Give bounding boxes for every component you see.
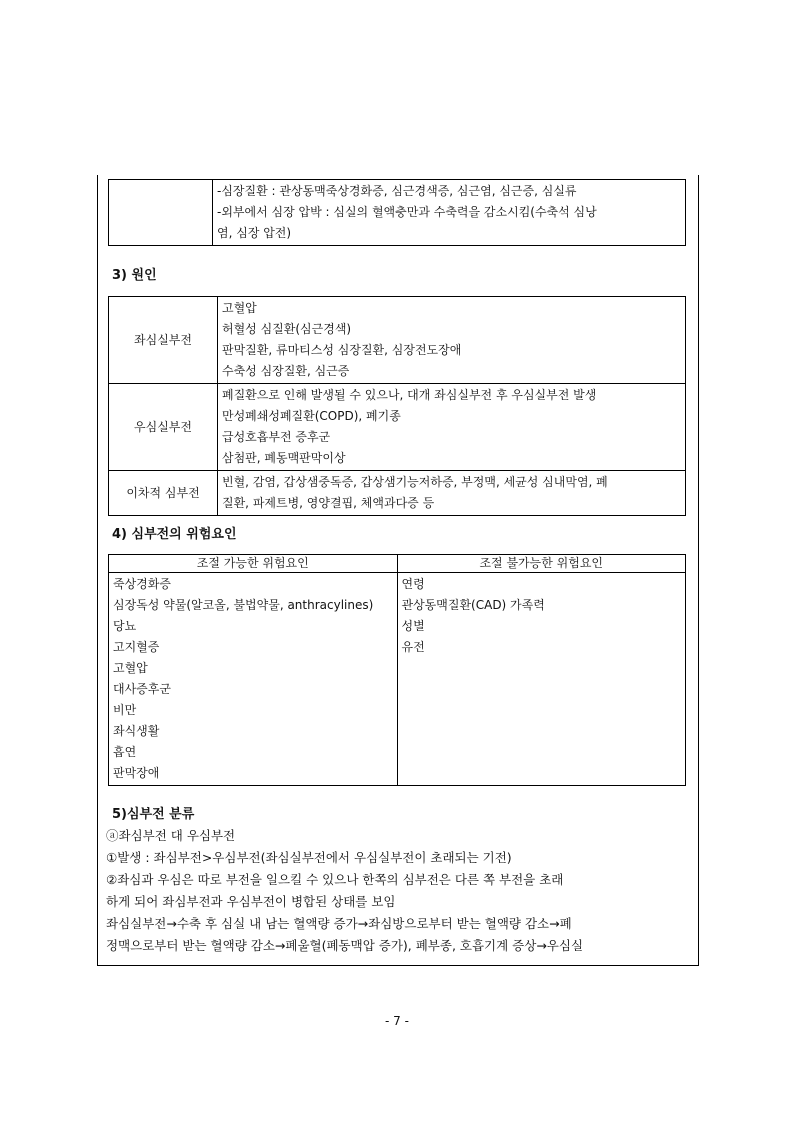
top-table-line: -심장질환 : 관상동맥죽상경화증, 심근경색증, 심근염, 심근증, 심실류: [217, 184, 577, 198]
list-item: 고지혈증: [113, 640, 160, 654]
table-row: [109, 384, 686, 471]
paragraph-line: 좌심실부전→수축 후 심실 내 남는 혈액량 증가→좌심방으로부터 받는 혈액량 감소→폐: [106, 916, 572, 931]
column-header: 조절 불가능한 위험요인: [397, 555, 686, 573]
section3-heading: 3) 원인: [112, 268, 157, 283]
page-number: - 7 -: [385, 1014, 409, 1028]
top-table-content: [213, 180, 686, 246]
top-table-line: 염, 심장 압전): [217, 226, 292, 240]
list-item: 수축성 심장질환, 심근증: [222, 364, 350, 378]
list-item: 심장독성 약물(알코올, 불법약물, anthracylines): [113, 598, 374, 612]
section4-heading: 4) 심부전의 위험요인: [112, 527, 237, 542]
list-item: 성별: [401, 619, 425, 633]
paragraph-line: ①발생 : 좌심부전>우심부전(좌심실부전에서 우심실부전이 초래되는 기전): [106, 850, 512, 865]
list-item: 허혈성 심질환(심근경색): [222, 322, 352, 336]
top-table: [108, 179, 686, 246]
section5-heading: 5)심부전 분류: [112, 807, 195, 822]
table-header-row: [109, 555, 686, 573]
list-item: 질환, 파제트병, 영양결핍, 체액과다증 등: [222, 496, 435, 510]
cause-category: 이차적 심부전: [109, 471, 218, 516]
table-row: [109, 573, 686, 786]
list-item: 관상동맥질환(CAD) 가족력: [401, 598, 545, 612]
list-item: 급성호흡부전 증후군: [222, 430, 331, 444]
list-item: 삼첨판, 폐동맥판막이상: [222, 451, 346, 465]
list-item: 당뇨: [113, 619, 137, 633]
paragraph-line: 정맥으로부터 받는 혈액량 감소→폐울혈(폐동맥압 증가), 폐부종, 호흡기계 증상→우심실: [106, 938, 584, 953]
table-row: [109, 471, 686, 516]
list-item: 연령: [401, 577, 425, 591]
cause-category: 좌심실부전: [109, 297, 218, 384]
list-item: 고혈압: [113, 661, 148, 675]
paragraph-line: 하게 되어 좌심부전과 우심부전이 병합된 상태를 보임: [106, 894, 396, 909]
cause-table: [108, 296, 686, 516]
top-table-empty-cell: [109, 180, 213, 246]
cause-category: 우심실부전: [109, 384, 218, 471]
list-item: 유전: [401, 640, 425, 654]
paragraph-line: ⓐ좌심부전 대 우심부전: [106, 828, 236, 843]
modifiable-risk-list: [109, 573, 398, 786]
paragraph-line: ②좌심과 우심은 따로 부전을 일으킬 수 있으나 한쪽의 심부전은 다른 쪽 부전을 초래: [106, 872, 564, 887]
non-modifiable-risk-list: [397, 573, 686, 786]
column-header: 조절 가능한 위험요인: [109, 555, 398, 573]
top-table-line: -외부에서 심장 압박 : 심실의 혈액충만과 수축력을 감소시킴(수축석 심낭: [217, 205, 597, 219]
list-item: 폐질환으로 인해 발생될 수 있으나, 대개 좌심실부전 후 우심실부전 발생: [222, 388, 597, 402]
list-item: 비만: [113, 703, 137, 717]
section5-body: [106, 825, 690, 957]
table-row: [109, 297, 686, 384]
list-item: 빈혈, 감염, 갑상샘중독증, 갑상샘기능저하증, 부정맥, 세균성 심내막염, 폐: [222, 475, 608, 489]
risk-factor-table: [108, 554, 686, 786]
list-item: 흡연: [113, 745, 137, 759]
list-item: 고혈압: [222, 301, 257, 315]
list-item: 죽상경화증: [113, 577, 171, 591]
cause-items: [218, 471, 686, 516]
list-item: 대사증후군: [113, 682, 171, 696]
list-item: 만성폐쇄성폐질환(COPD), 폐기종: [222, 409, 401, 423]
cause-items: [218, 297, 686, 384]
list-item: 판막장애: [113, 766, 160, 780]
list-item: 판막질환, 류마티스성 심장질환, 심장전도장애: [222, 343, 462, 357]
list-item: 좌식생활: [113, 724, 160, 738]
cause-items: [218, 384, 686, 471]
